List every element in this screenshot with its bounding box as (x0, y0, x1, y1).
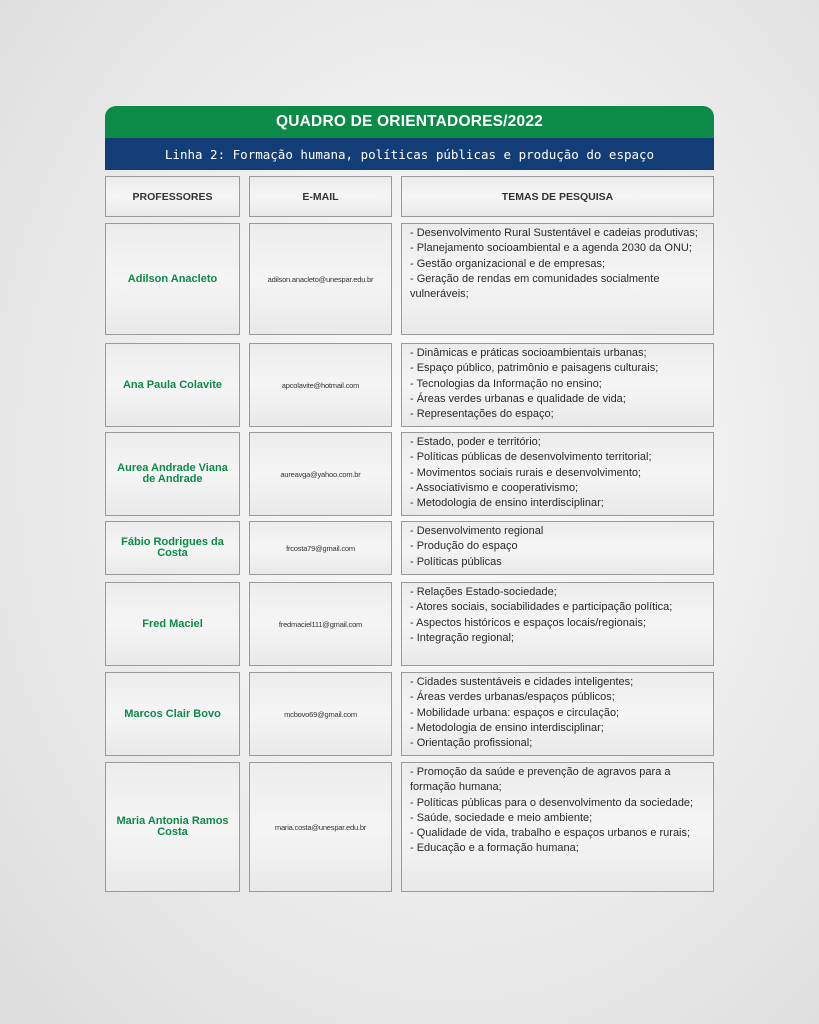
research-topics (401, 762, 714, 892)
research-topic-item: - Metodologia de ensino interdisciplinar; (410, 721, 604, 734)
research-topics (401, 432, 714, 516)
research-topics (401, 223, 714, 335)
professor-email[interactable]: adilson.anacleto@unespar.edu.br (249, 223, 392, 335)
research-topic-item: - Políticas públicas de desenvolvimento territorial; (410, 451, 652, 464)
research-topic-item: - Qualidade de vida, trabalho e espaços urbanos e rurais; (410, 827, 691, 840)
professor-name: Fábio Rodrigues da Costa (105, 521, 240, 575)
research-topic-item: - Dinâmicas e práticas socioambientais urbanas; (410, 347, 647, 359)
research-topic-item: - Tecnologias da Informação no ensino; (410, 377, 602, 390)
research-topic-item: - Gestão organizacional e de empresas; (410, 257, 606, 270)
professor-name: Aurea Andrade Viana de Andrade (105, 432, 240, 516)
research-topic-item: - Mobilidade urbana: espaços e circulação; (410, 706, 620, 719)
professor-name: Adilson Anacleto (105, 223, 240, 335)
research-topic-item: - Cidades sustentáveis e cidades inteligentes; (410, 676, 634, 688)
research-topic-item: - Produção do espaço (410, 540, 518, 553)
research-topics (401, 343, 714, 427)
research-topic-item: - Espaço público, patrimônio e paisagens culturais; (410, 362, 659, 375)
research-topic-item: - Saúde, sociedade e meio ambiente; (410, 811, 593, 824)
research-topic-item: - Desenvolvimento regional (410, 525, 544, 537)
research-topic-item: - Desenvolvimento Rural Sustentável e cadeias produtivas; (410, 227, 698, 239)
research-topic-item: - Associativismo e cooperativismo; (410, 481, 579, 494)
research-topic-item: - Aspectos históricos e espaços locais/regionais; (410, 616, 647, 629)
orientadores-card (105, 106, 714, 892)
professor-email[interactable]: frcosta79@gmail.com (249, 521, 392, 575)
research-topic-item: - Planejamento socioambiental e a agenda 2030 da ONU; (410, 242, 692, 255)
research-topic-item: - Políticas públicas para o desenvolvimento da sociedade; (410, 796, 694, 809)
professor-email[interactable]: mcbovo69@gmail.com (249, 672, 392, 756)
research-topic-item: - Geração de rendas em comunidades socialmente vulneráveis; (410, 272, 660, 301)
research-topic-item: - Áreas verdes urbanas e qualidade de vida; (410, 392, 626, 405)
research-topic-item: - Relações Estado-sociedade; (410, 586, 557, 598)
research-topic-item: - Áreas verdes urbanas/espaços públicos; (410, 691, 615, 704)
research-topics (401, 672, 714, 756)
research-topic-item: - Promoção da saúde e prevenção de agravos para a formação humana; (410, 766, 671, 794)
research-topic-item: - Políticas públicas (410, 555, 502, 568)
research-topic-item: - Educação e a formação humana; (410, 842, 579, 855)
page-subtitle: Linha 2: Formação humana, políticas públicas e produção do espaço (105, 138, 714, 170)
professor-name: Ana Paula Colavite (105, 343, 240, 427)
research-topics (401, 521, 714, 575)
professor-email[interactable]: apcolavite@hotmail.com (249, 343, 392, 427)
professor-email[interactable]: aureavga@yahoo.com.br (249, 432, 392, 516)
research-topic-item: - Metodologia de ensino interdisciplinar; (410, 497, 604, 510)
research-topic-item: - Movimentos sociais rurais e desenvolvimento; (410, 466, 642, 479)
professor-email[interactable]: fredmaciel111@gmail.com (249, 582, 392, 666)
research-topic-item: - Representações do espaço; (410, 408, 554, 421)
research-topic-item: - Estado, poder e território; (410, 436, 541, 448)
research-topic-item: - Atores sociais, sociabilidades e participação política; (410, 601, 673, 614)
professor-name: Marcos Clair Bovo (105, 672, 240, 756)
research-topics (401, 582, 714, 666)
research-topic-item: - Orientação profissional; (410, 737, 533, 750)
header-email: E-MAIL (249, 176, 392, 217)
research-topic-item: - Integração regional; (410, 631, 514, 644)
professor-name: Fred Maciel (105, 582, 240, 666)
professor-email[interactable]: maria.costa@unespar.edu.br (249, 762, 392, 892)
header-professors: PROFESSORES (105, 176, 240, 217)
professor-name: Maria Antonia Ramos Costa (105, 762, 240, 892)
header-topics: TEMAS DE PESQUISA (401, 176, 714, 217)
page-title: QUADRO DE ORIENTADORES/2022 (105, 106, 714, 138)
